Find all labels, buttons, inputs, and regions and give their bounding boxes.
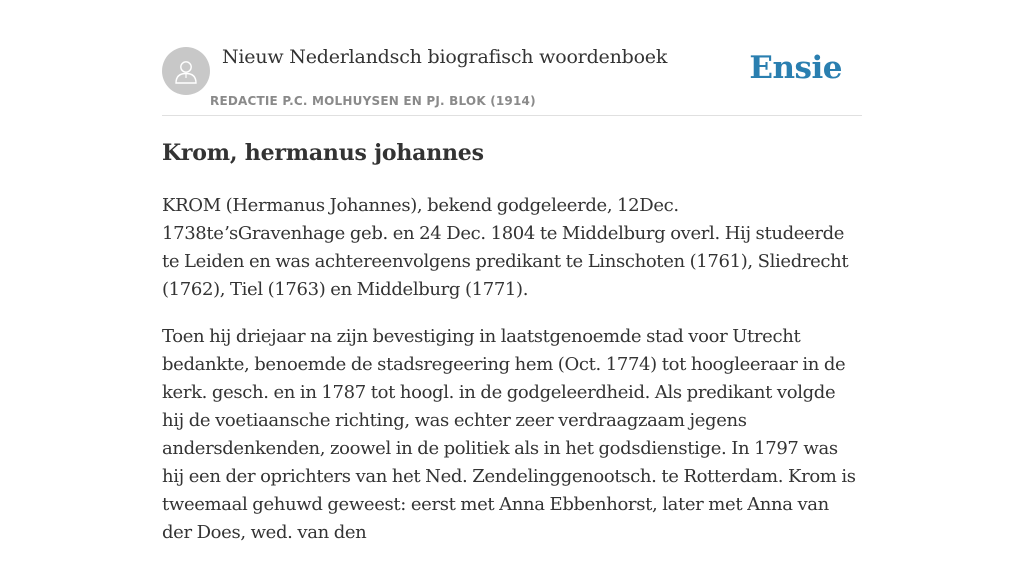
page-container [162, 0, 862, 543]
entry-title: Krom, hermanus johannes [162, 140, 484, 166]
page-header [162, 0, 862, 116]
brand-logo[interactable]: Ensie [749, 50, 842, 86]
paragraph: Toen hij driejaar na zijn bevestiging in laatstgenoemde stad voor Utrecht bedankte, benoemde de stadsregeering hem (Oct. 1774) tot hoogleeraar in de kerk. gesch. en in 1787 tot hoogl. in de godgeleerdheid. Als predikant volgde hij de voetiaansche richting, was echter zeer verdraagzaam jegens andersdenkenden, zoowel in de politiek als in het godsdienstige. In 1797 was hij een der oprichters van het Ned. Zendelinggenootsch. te Rotterdam. Krom is tweemaal gehuwd geweest: eerst met Anna Ebbenhorst, later met Anna van der Does, wed. van den [162, 326, 856, 543]
entry-body [162, 192, 862, 566]
paragraph: KROM (Hermanus Johannes), bekend godgeleerde, 12Dec. 1738teʼsGravenhage geb. en 24 Dec. 1804 te Middelburg overl. Hij studeerde te Leiden en was achtereenvolgens predikant te Linschoten (1761), Sliedrecht (1762), Tiel (1763) en Middelburg (1771). [162, 195, 849, 300]
book-subtitle: REDACTIE P.C. MOLHUYSEN EN PJ. BLOK (1914) [210, 94, 536, 108]
book-title[interactable]: Nieuw Nederlandsch biografisch woordenboek [222, 46, 668, 68]
user-icon [171, 56, 201, 86]
avatar[interactable] [162, 47, 210, 95]
